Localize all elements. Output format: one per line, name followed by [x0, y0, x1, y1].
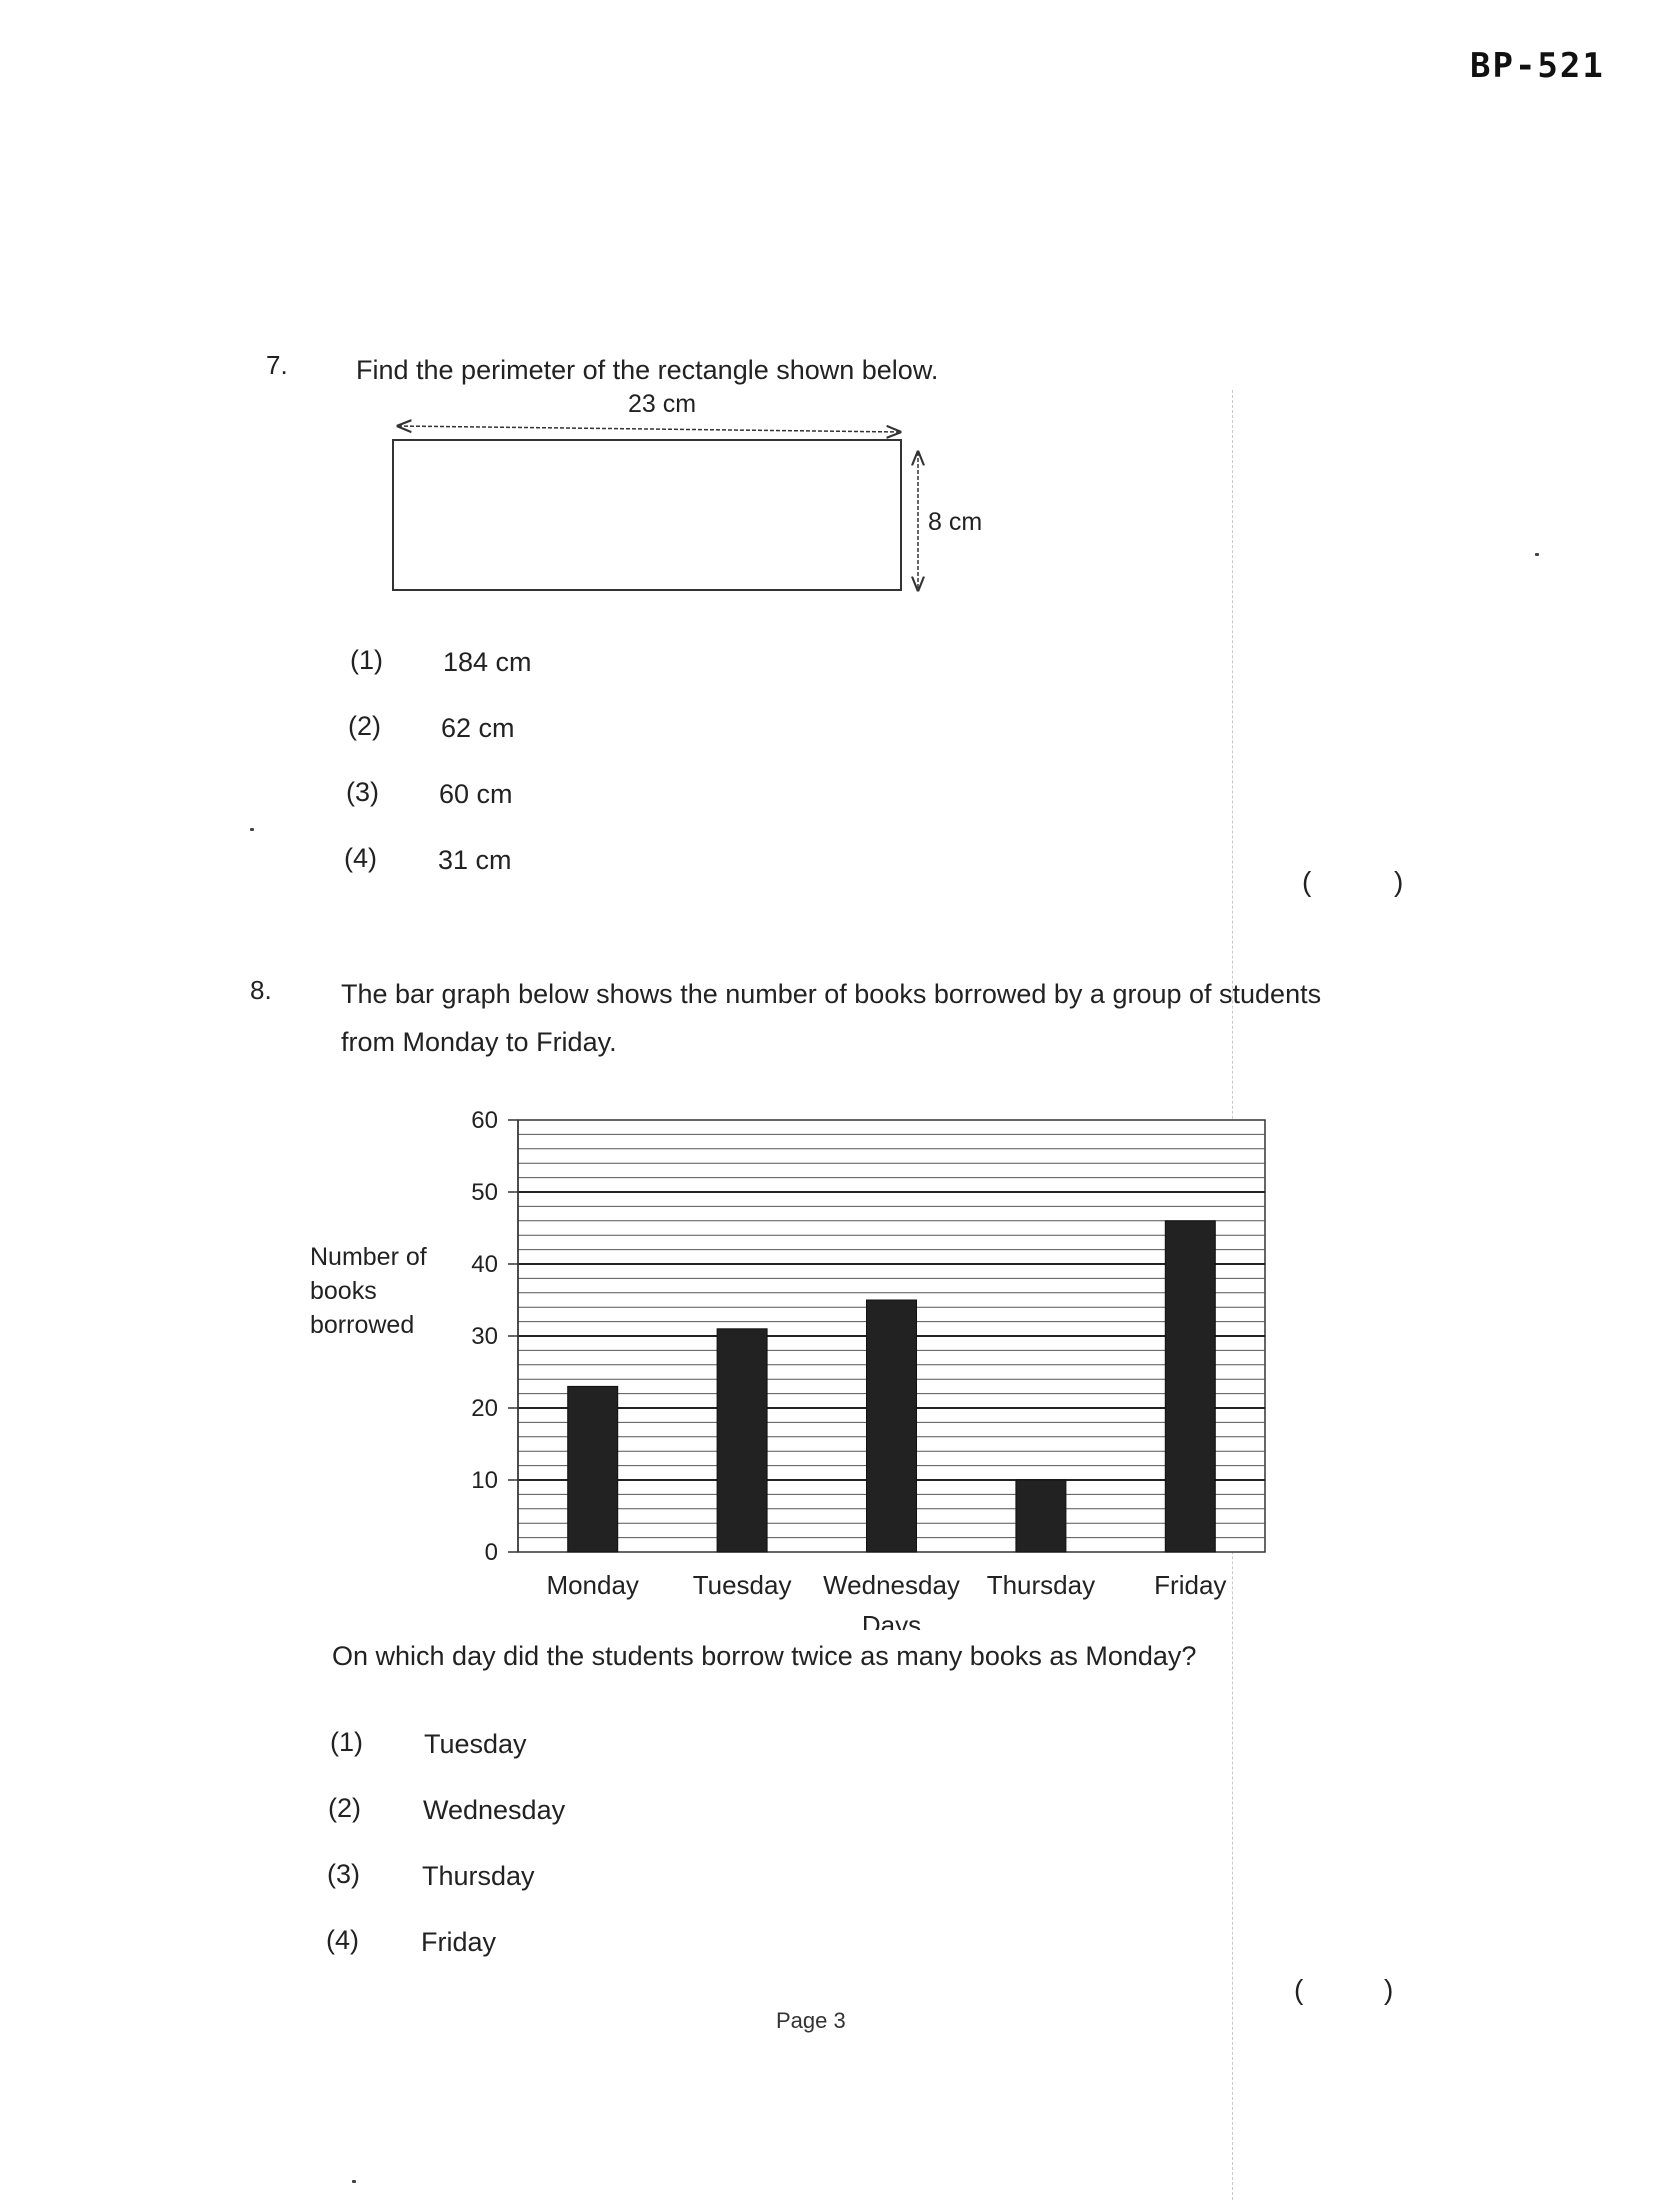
rectangle-shape	[393, 440, 901, 590]
y-tick-label: 20	[471, 1395, 498, 1422]
q8-option-4-value: Friday	[421, 1927, 497, 1957]
question-7-text: Find the perimeter of the rectangle shown below.	[356, 355, 939, 385]
y-tick-label: 40	[471, 1251, 498, 1278]
x-axis-label: Days	[861, 1610, 922, 1630]
x-tick-label: Wednesday	[823, 1570, 960, 1600]
q8-answer-open: (	[1294, 1974, 1304, 2005]
q7-option-3-value: 60 cm	[439, 779, 513, 809]
y-tick-label: 60	[471, 1107, 498, 1134]
q7-option-1-value: 184 cm	[443, 647, 532, 677]
x-tick-label: Tuesday	[692, 1570, 792, 1600]
page-number: Page 3	[776, 2008, 846, 2033]
q8-option-4-number: (4)	[326, 1925, 359, 1955]
length-label: 23 cm	[627, 390, 697, 418]
q8-option-1-number: (1)	[330, 1727, 363, 1757]
q7-option-1-number: (1)	[350, 645, 383, 675]
bar-friday	[1165, 1221, 1215, 1552]
q7-option-2-number: (2)	[348, 711, 381, 741]
stray-mark	[1535, 553, 1539, 556]
bar-chart-svg	[300, 1070, 1280, 1630]
x-tick-label: Monday	[546, 1570, 639, 1600]
bar-chart	[300, 1070, 1280, 1630]
stray-mark	[250, 828, 254, 831]
q7-option-2-value: 62 cm	[441, 713, 515, 743]
length-arrow	[398, 426, 900, 432]
q7-option-3-number: (3)	[346, 777, 379, 807]
q8-option-2-value: Wednesday	[423, 1795, 566, 1825]
width-label: 8 cm	[928, 508, 983, 536]
q8-option-1-value: Tuesday	[424, 1729, 527, 1759]
y-tick-label: 50	[471, 1179, 498, 1206]
y-axis-label: books	[310, 1277, 377, 1305]
q7-answer-open: (	[1302, 866, 1312, 897]
document-code: BP-521	[1470, 46, 1605, 86]
q8-option-3-value: Thursday	[422, 1861, 535, 1891]
q8-option-2-number: (2)	[328, 1793, 361, 1823]
x-tick-label: Thursday	[986, 1570, 1096, 1600]
rectangle-diagram	[390, 390, 1010, 620]
q7-option-4-value: 31 cm	[438, 845, 512, 875]
y-axis-label: borrowed	[310, 1311, 415, 1339]
y-axis-label: Number of	[310, 1243, 427, 1271]
x-tick-label: Friday	[1154, 1570, 1227, 1600]
question-8-number: 8.	[250, 975, 272, 1005]
bar-wednesday	[867, 1300, 917, 1552]
stray-mark	[352, 2180, 356, 2183]
q8-option-3-number: (3)	[327, 1859, 360, 1889]
y-tick-label: 10	[471, 1467, 498, 1494]
y-tick-label: 30	[471, 1323, 498, 1350]
q8-answer-close: )	[1384, 1974, 1394, 2005]
bar-monday	[568, 1386, 618, 1552]
question-8-prompt: On which day did the students borrow twice as many books as Monday?	[332, 1641, 1197, 1671]
question-8-text-line1: The bar graph below shows the number of books borrowed by a group of students	[341, 979, 1322, 1009]
y-tick-label: 0	[484, 1539, 498, 1566]
question-8-text-line2: from Monday to Friday.	[341, 1027, 617, 1057]
q7-answer-close: )	[1394, 866, 1404, 897]
bar-thursday	[1016, 1480, 1066, 1552]
question-7-number: 7.	[266, 350, 288, 380]
bar-tuesday	[717, 1329, 767, 1552]
rectangle-figure	[390, 390, 1010, 620]
q7-option-4-number: (4)	[344, 843, 377, 873]
